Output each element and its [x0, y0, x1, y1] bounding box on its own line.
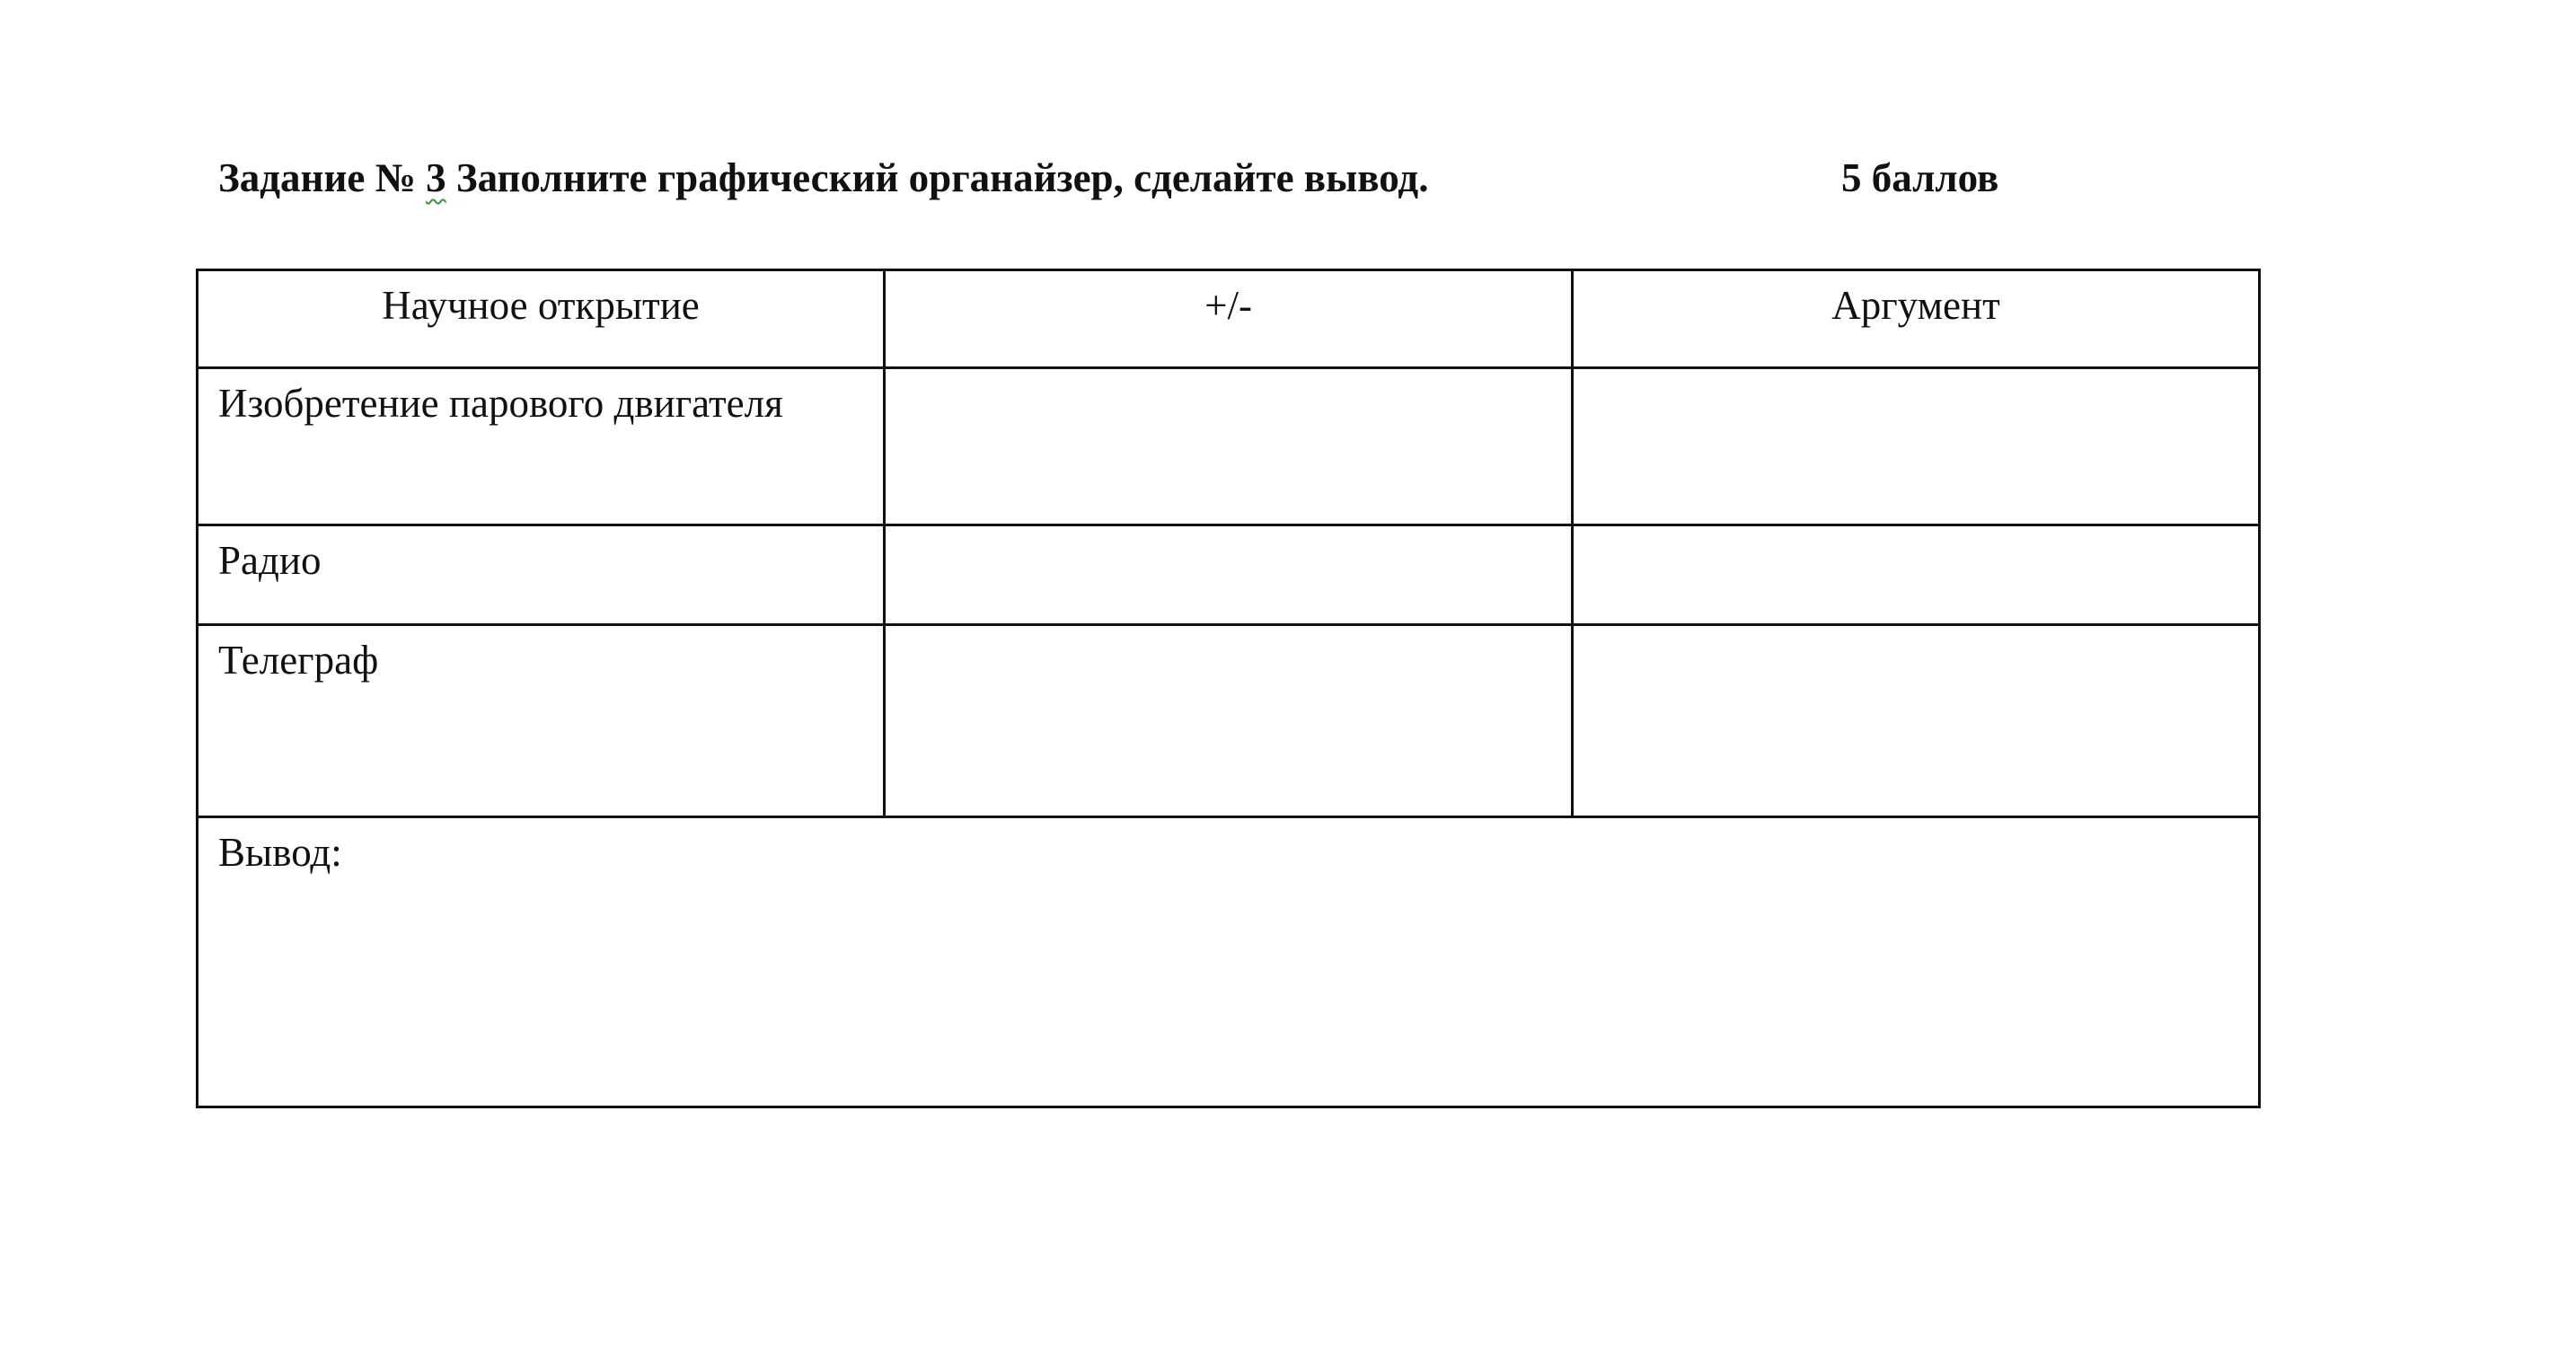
- argument-cell[interactable]: [1573, 625, 2260, 817]
- task-number: 3: [426, 155, 446, 200]
- column-header-plus-minus: +/-: [885, 270, 1573, 368]
- table-row: [198, 368, 2260, 525]
- conclusion-label: Вывод:: [218, 830, 342, 875]
- plus-minus-cell[interactable]: [885, 525, 1573, 625]
- table-header-row: [198, 270, 2260, 368]
- argument-cell[interactable]: [1573, 525, 2260, 625]
- discovery-cell: Изобретение парового двигателя: [198, 368, 885, 525]
- task-instruction: Заполните графический органайзер, сделайте вывод.: [446, 155, 1429, 200]
- task-label: Задание №: [218, 155, 427, 200]
- graphic-organizer-table: [196, 269, 2261, 1108]
- task-points: 5 баллов: [1841, 155, 1999, 200]
- discovery-cell: Телеграф: [198, 625, 885, 817]
- plus-minus-cell[interactable]: [885, 368, 1573, 525]
- table-row: [198, 525, 2260, 625]
- table-row: [198, 625, 2260, 817]
- conclusion-cell[interactable]: [198, 817, 2260, 1107]
- conclusion-row: [198, 817, 2260, 1107]
- plus-minus-cell[interactable]: [885, 625, 1573, 817]
- task-heading: [218, 151, 2104, 205]
- discovery-cell: Радио: [198, 525, 885, 625]
- column-header-argument: Аргумент: [1573, 270, 2260, 368]
- column-header-discovery: Научное открытие: [198, 270, 885, 368]
- argument-cell[interactable]: [1573, 368, 2260, 525]
